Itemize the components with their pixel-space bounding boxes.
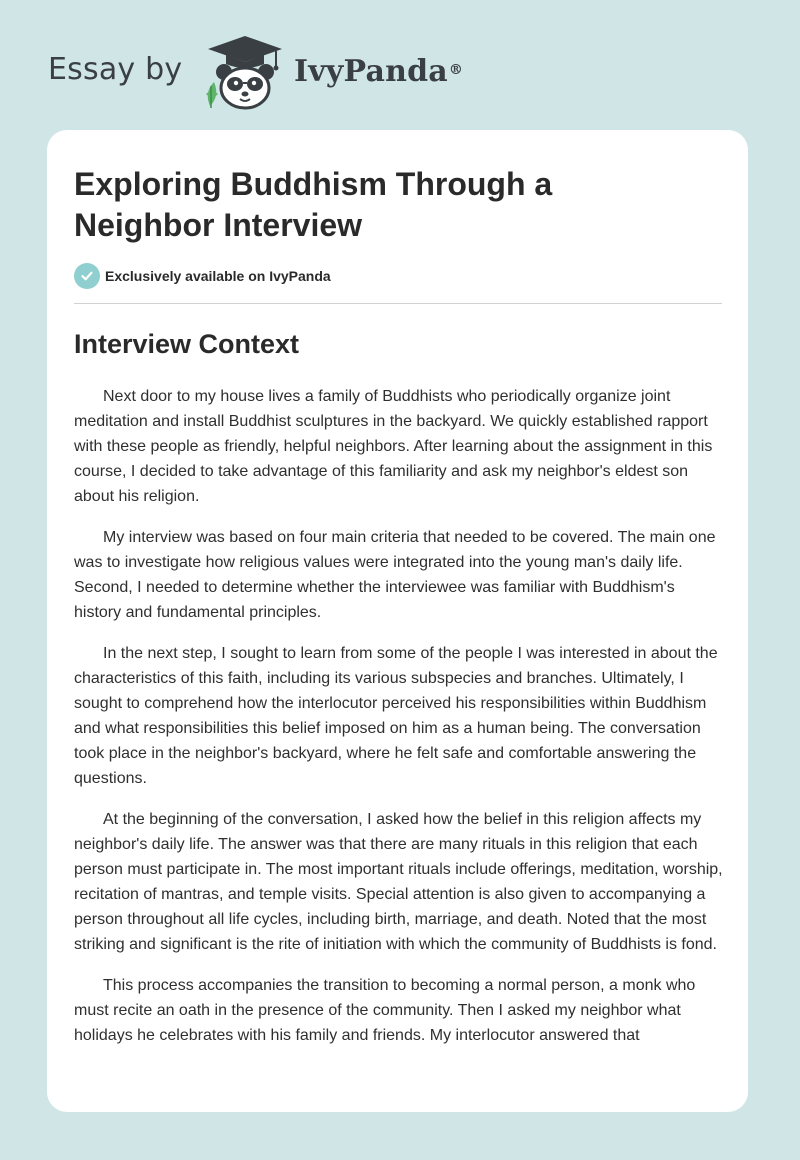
- paragraph: This process accompanies the transition to becoming a normal person, a monk who must recite an oath in the presence of the community. Then I asked my neighbor what holidays he celebrates with his family and friends. My interlocutor answered that: [74, 977, 696, 1044]
- exclusive-badge: [74, 263, 331, 289]
- paragraph: My interview was based on four main criteria that needed to be covered. The main one was to investigate how religious values were integrated into the young man's daily life. Second, I needed to determine whether the interviewee was familiar with Buddhism's history and fundamental principles.: [74, 529, 716, 621]
- paragraph: In the next step, I sought to learn from some of the people I was interested in about the characteristics of this faith, including its various subspecies and branches. Ultimately, I sought to comprehend how the interlocutor perceived his responsibilities within Buddhism and what responsibilities this belief imposed on him as a human being. The conversation took place in the neighbor's backyard, where he felt safe and comfortable answering the questions.: [74, 645, 718, 787]
- panda-logo-icon[interactable]: [202, 34, 288, 110]
- leaf-icon: [206, 82, 218, 108]
- essay-card: [47, 130, 748, 1112]
- essay-body: [74, 384, 726, 1064]
- divider: [74, 303, 722, 304]
- paragraph: At the beginning of the conversation, I asked how the belief in this religion affects my neighbor's daily life. The answer was that there are many rituals in this religion that each person must participate in. The most important rituals include offerings, meditation, worship, recitation of mantras, and temple visits. Special attention is also given to accompanying a person throughout all life cycles, including birth, marriage, and death. Noted that the most striking and significant is the rite of initiation with which the community of Buddhists is fond.: [74, 811, 723, 953]
- site-header: [0, 0, 800, 130]
- registered-mark: ®: [448, 62, 464, 78]
- page-title: Exploring Buddhism Through a Neighbor Interview: [74, 166, 553, 243]
- check-icon: [74, 263, 100, 289]
- section-heading: Interview Context: [74, 329, 300, 359]
- graduation-cap-icon: [208, 36, 282, 71]
- brand-text: IvyPanda: [294, 54, 448, 89]
- essay-by-label: Essay by: [48, 52, 183, 87]
- paragraph: Next door to my house lives a family of Buddhists who periodically organize joint meditation and install Buddhist sculptures in the backyard. We quickly established rapport with these people as friendly, helpful neighbors. After learning about the assignment in this course, I decided to take advantage of this familiarity and ask my neighbor's eldest son about his religion.: [74, 388, 713, 505]
- exclusive-label: Exclusively available on IvyPanda: [105, 268, 331, 284]
- brand-name[interactable]: [294, 52, 463, 92]
